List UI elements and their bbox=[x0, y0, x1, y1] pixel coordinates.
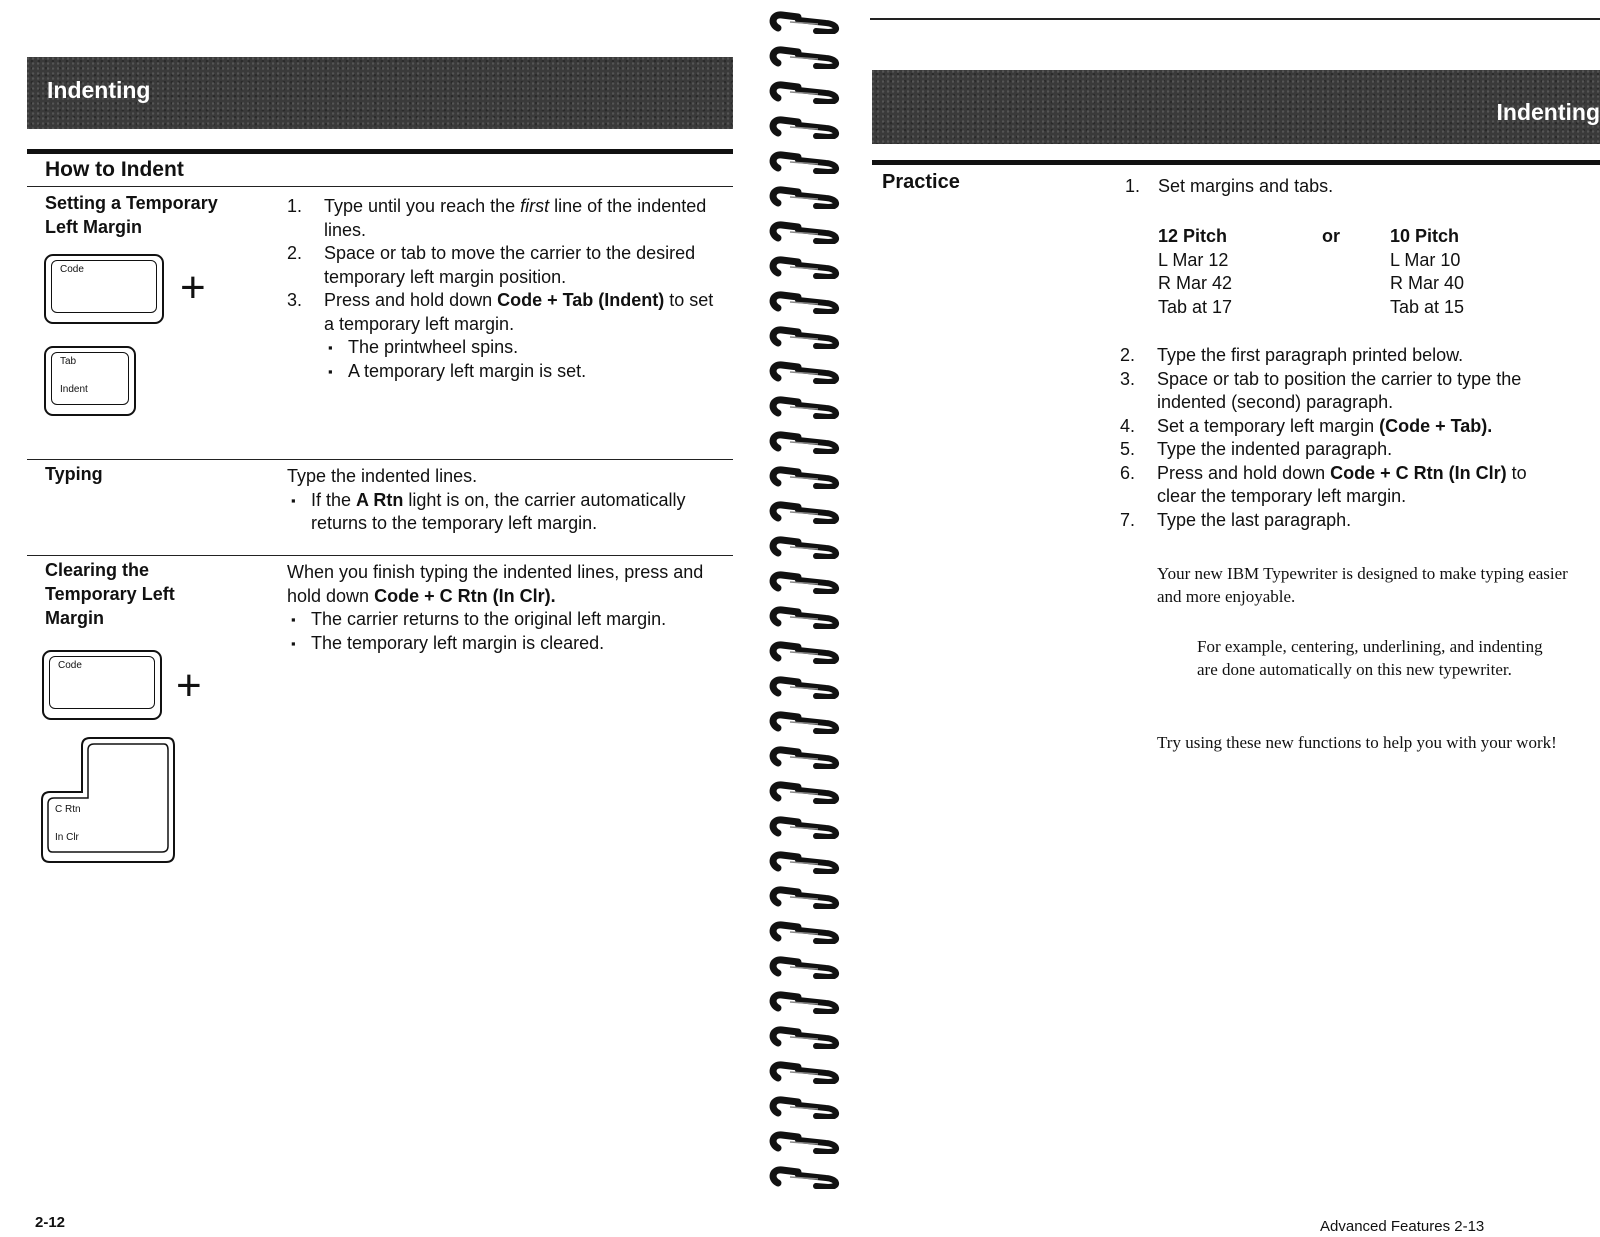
practice-rule bbox=[872, 160, 1600, 165]
clearing-rule bbox=[27, 555, 733, 556]
practice-label: Practice bbox=[882, 171, 960, 193]
c-rtn-key-label: C Rtn bbox=[55, 804, 81, 815]
typing-instructions bbox=[287, 465, 722, 536]
spiral-coil-icon bbox=[768, 990, 848, 1014]
setting-heading-line2: Left Margin bbox=[45, 217, 142, 237]
spiral-coil-icon bbox=[768, 570, 848, 594]
tab-key-label: Tab bbox=[60, 356, 77, 367]
clearing-heading bbox=[45, 558, 175, 630]
spiral-coil-icon bbox=[768, 325, 848, 349]
spiral-binding bbox=[760, 10, 870, 1200]
pitch-12-header: 12 Pitch bbox=[1158, 226, 1228, 246]
pitch-12-row: R Mar 42 bbox=[1158, 273, 1233, 293]
pitch-10-row: L Mar 10 bbox=[1390, 249, 1461, 270]
pitch-10-row: Tab at 15 bbox=[1390, 296, 1465, 317]
code-key-label-2: Code bbox=[58, 660, 82, 671]
practice-step-7: 7. Type the last paragraph. bbox=[1120, 509, 1352, 530]
practice-step-3: 3. Space or tab to position the carrier to type the indented (second) paragraph. bbox=[1120, 368, 1522, 412]
right-page bbox=[870, 0, 1600, 1237]
spiral-coil-icon bbox=[768, 780, 848, 804]
pitch-table bbox=[1158, 225, 1232, 319]
spiral-coil-icon bbox=[768, 535, 848, 559]
spiral-coil-icon bbox=[768, 500, 848, 524]
code-key-icon-2 bbox=[42, 650, 162, 720]
plus-icon: + bbox=[180, 263, 206, 312]
clearing-intro: When you finish typing the indented lines, press and hold down Code + C Rtn (In Clr). bbox=[287, 562, 704, 606]
spiral-coil-icon bbox=[768, 955, 848, 979]
practice-step-5: 5. Type the indented paragraph. bbox=[1120, 439, 1393, 459]
left-page bbox=[0, 0, 760, 1237]
code-key-label: Code bbox=[60, 264, 84, 275]
clearing-bullet-1: ▪ The carrier returns to the original left margin. bbox=[287, 608, 707, 632]
setting-bullet-1: ▪ The printwheel spins. bbox=[324, 336, 717, 360]
spiral-coil-icon bbox=[768, 1130, 848, 1154]
spiral-coil-icon bbox=[768, 80, 848, 104]
spiral-coil-icon bbox=[768, 850, 848, 874]
setting-step-1: 1. Type until you reach the first line of the indented lines. bbox=[287, 196, 707, 240]
spiral-coil-icon bbox=[768, 640, 848, 664]
right-banner-title: Indenting bbox=[1496, 99, 1600, 125]
practice-step-2: 2. Type the first paragraph printed below. bbox=[1120, 345, 1464, 365]
spiral-coil-icon bbox=[768, 745, 848, 769]
spiral-coil-icon bbox=[768, 605, 848, 629]
spiral-coil-icon bbox=[768, 45, 848, 69]
right-banner bbox=[872, 70, 1600, 144]
left-banner bbox=[27, 57, 733, 129]
section-underline bbox=[27, 186, 733, 187]
tab-indent-key-icon bbox=[44, 346, 136, 416]
pitch-10-row: R Mar 40 bbox=[1390, 273, 1465, 293]
practice-steps bbox=[1120, 344, 1570, 532]
setting-step-2: 2. Space or tab to move the carrier to the desired temporary left margin position. bbox=[287, 243, 696, 287]
sample-paragraph-2: For example, centering, underlining, and indenting are done automatically on this new typewriter. bbox=[1197, 637, 1543, 679]
spiral-coil-icon bbox=[768, 115, 848, 139]
spiral-coil-icon bbox=[768, 255, 848, 279]
sample-paragraph-3: Try using these new functions to help you with your work! bbox=[1157, 733, 1557, 752]
setting-bullet-2: ▪ A temporary left margin is set. bbox=[324, 360, 717, 384]
spiral-coil-icon bbox=[768, 885, 848, 909]
spiral-coil-icon bbox=[768, 710, 848, 734]
pitch-12-row: Tab at 17 bbox=[1158, 296, 1233, 317]
spiral-coil-icon bbox=[768, 220, 848, 244]
pitch-10-header: 10 Pitch bbox=[1390, 226, 1460, 246]
clearing-instructions bbox=[287, 561, 707, 655]
section-title: How to Indent bbox=[45, 158, 184, 181]
clearing-heading-line2: Temporary Left bbox=[45, 584, 175, 604]
spiral-coil-icon bbox=[768, 1025, 848, 1049]
practice-step-1: 1. Set margins and tabs. bbox=[1125, 176, 1334, 196]
code-key-icon bbox=[44, 254, 164, 324]
plus-icon-2: + bbox=[176, 661, 202, 710]
typing-heading: Typing bbox=[45, 464, 103, 484]
clearing-heading-line3: Margin bbox=[45, 608, 105, 628]
practice-step-4: 4. Set a temporary left margin (Code + Tab). bbox=[1120, 415, 1493, 436]
page-number: 2-12 bbox=[35, 1214, 66, 1231]
spiral-coil-icon bbox=[768, 675, 848, 699]
setting-heading bbox=[45, 191, 218, 239]
indent-key-label: Indent bbox=[60, 384, 88, 395]
spiral-coil-icon bbox=[768, 150, 848, 174]
spiral-coil-icon bbox=[768, 185, 848, 209]
spiral-coil-icon bbox=[768, 290, 848, 314]
spiral-coil-icon bbox=[768, 465, 848, 489]
practice-step-6: 6. Press and hold down Code + C Rtn (In Clr) to clear the temporary left margin. bbox=[1120, 462, 1527, 506]
spiral-coil-icon bbox=[768, 815, 848, 839]
top-rule bbox=[870, 18, 1600, 20]
sample-paragraph-1: Your new IBM Typewriter is designed to make typing easier and more enjoyable. bbox=[1157, 564, 1568, 606]
clearing-bullet-2: ▪ The temporary left margin is cleared. bbox=[287, 632, 707, 656]
spiral-coil-icon bbox=[768, 430, 848, 454]
page-footer: Advanced Features 2-13 bbox=[1320, 1218, 1485, 1235]
setting-step-3: 3. Press and hold down Code + Tab (Indent) to set a temporary left margin. ▪ The printwheel spins. ▪ A temporary left margin is set. bbox=[287, 289, 717, 383]
setting-heading-line1: Setting a Temporary bbox=[45, 193, 218, 213]
typing-rule bbox=[27, 459, 733, 460]
spiral-coil-icon bbox=[768, 1095, 848, 1119]
setting-instructions bbox=[287, 195, 717, 383]
in-clr-key-label: In Clr bbox=[55, 832, 79, 843]
pitch-table-10 bbox=[1390, 225, 1464, 319]
c-rtn-key-icon bbox=[40, 736, 176, 864]
typing-intro: Type the indented lines. bbox=[287, 466, 478, 486]
pitch-or: or bbox=[1322, 226, 1340, 246]
section-rule bbox=[27, 149, 733, 154]
left-banner-title: Indenting bbox=[47, 77, 151, 103]
spiral-coil-icon bbox=[768, 10, 848, 34]
clearing-heading-line1: Clearing the bbox=[45, 560, 150, 580]
spiral-coil-icon bbox=[768, 1165, 848, 1189]
pitch-12-row: L Mar 12 bbox=[1158, 249, 1229, 270]
spiral-coil-icon bbox=[768, 920, 848, 944]
typing-bullet: ▪ If the A Rtn light is on, the carrier automatically returns to the temporary left margin. bbox=[287, 489, 722, 536]
spiral-coil-icon bbox=[768, 1060, 848, 1084]
spiral-coil-icon bbox=[768, 360, 848, 384]
spiral-coil-icon bbox=[768, 395, 848, 419]
